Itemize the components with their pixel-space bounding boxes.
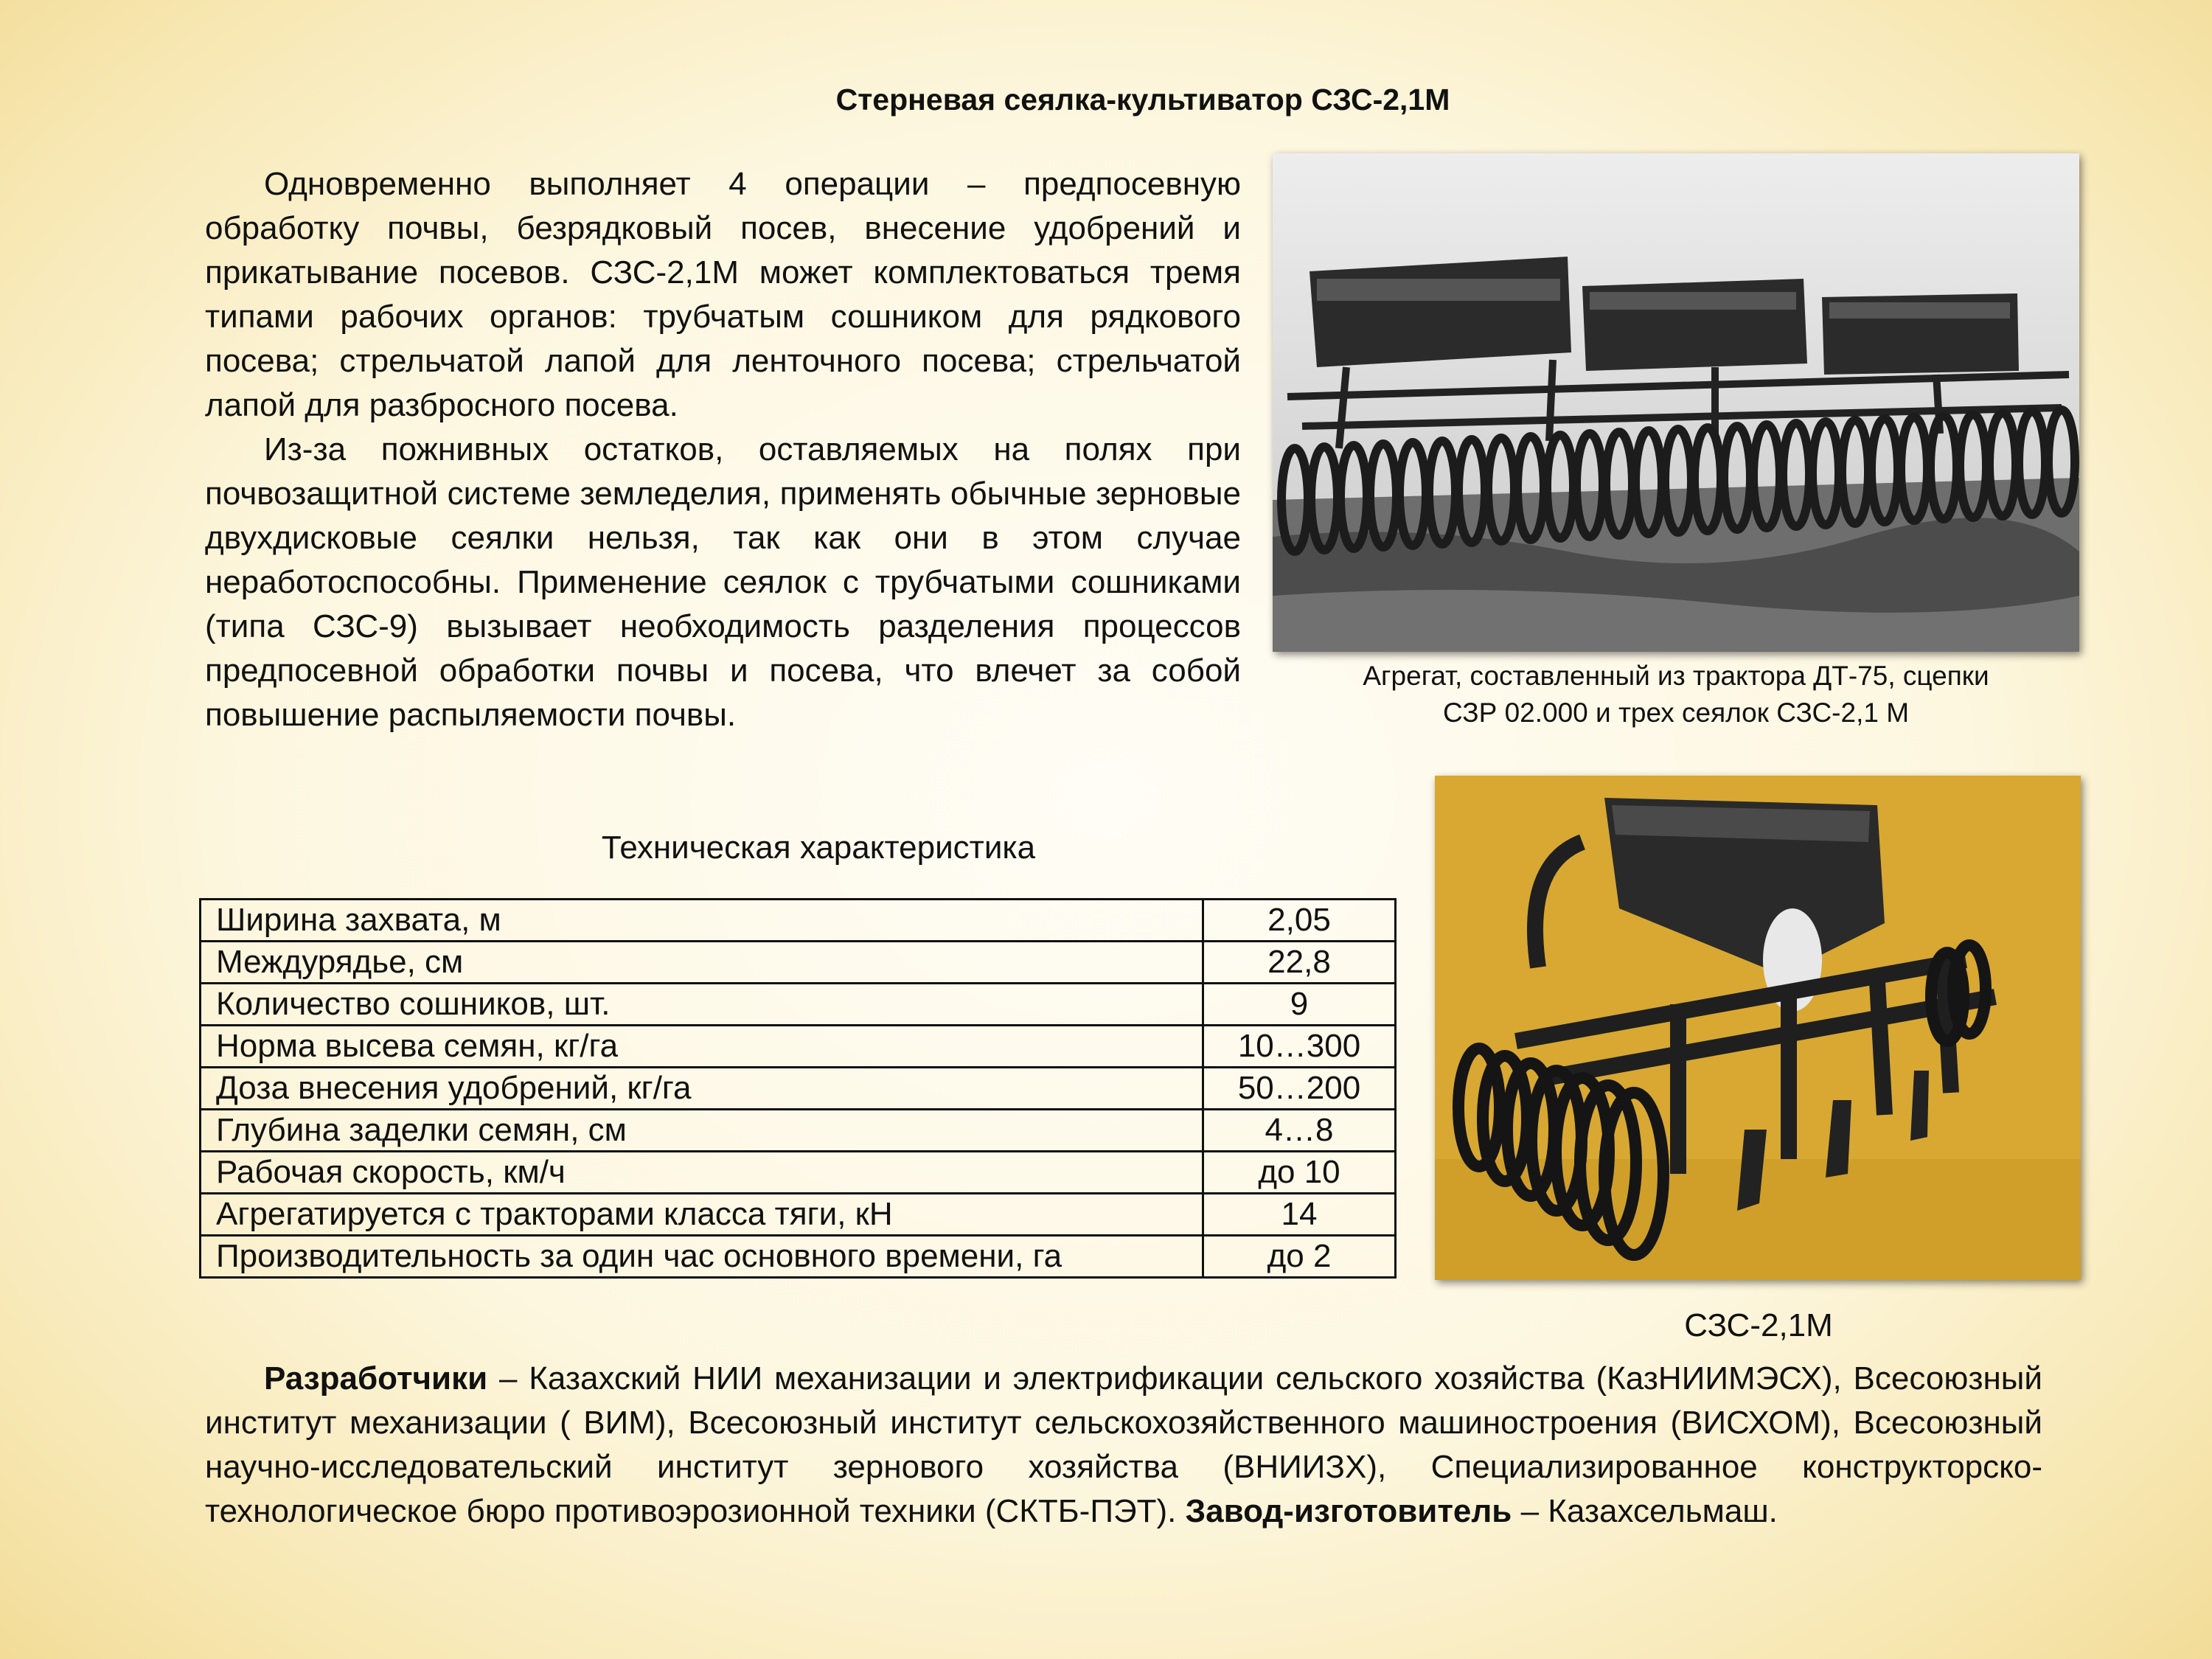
table-row — [201, 984, 1396, 1026]
value-cell: 9 — [1203, 984, 1396, 1026]
intro-paragraph-2: Из-за пожнивных остатков, оставляемых на полях при почвозащитной системе земледелия, применять обычные зерновые двухдисковые сеялки нельзя, так как они в этом случае неработоспособны. Применение сеялок с трубчатыми сошниками (типа СЗС-9) вызывает необходимость разделения процессов предпосевной обработки почвы и посева, что влечет за собой повышение распыляемости почвы. — [205, 431, 1241, 733]
seeder-unit-photo — [1273, 153, 2079, 652]
developers-label: Разработчики — [264, 1360, 488, 1397]
factory-name: – Казахсельмаш. — [1512, 1493, 1778, 1529]
param-cell: Доза внесения удобрений, кг/га — [201, 1068, 1203, 1110]
factory-label: Завод-изготовитель — [1185, 1493, 1512, 1529]
param-cell: Производительность за один час основного времени, га — [201, 1236, 1203, 1278]
value-cell: 10…300 — [1203, 1026, 1396, 1068]
value-cell: 2,05 — [1203, 900, 1396, 942]
param-cell: Глубина заделки семян, см — [201, 1110, 1203, 1152]
intro-text — [205, 162, 1241, 737]
value-cell: до 2 — [1203, 1236, 1396, 1278]
table-row — [201, 900, 1396, 942]
seeder-unit-caption — [1273, 658, 2079, 731]
param-cell: Рабочая скорость, км/ч — [201, 1152, 1203, 1194]
table-row — [201, 1152, 1396, 1194]
developers-text — [205, 1357, 2042, 1534]
value-cell: 4…8 — [1203, 1110, 1396, 1152]
spec-heading: Техническая характеристика — [601, 830, 1036, 866]
value-cell: до 10 — [1203, 1152, 1396, 1194]
table-row — [201, 942, 1396, 984]
table-row — [201, 1110, 1396, 1152]
seeder-photo — [1435, 776, 2081, 1280]
table-row — [201, 1194, 1396, 1236]
value-cell: 14 — [1203, 1194, 1396, 1236]
page-title: Стерневая сеялка-культиватор СЗС-2,1М — [835, 83, 1450, 116]
table-row — [201, 1236, 1396, 1278]
caption-line-1: Агрегат, составленный из трактора ДТ-75, сцепки — [1363, 661, 1989, 691]
param-cell: Агрегатируется с тракторами класса тяги, кН — [201, 1194, 1203, 1236]
param-cell: Междурядье, см — [201, 942, 1203, 984]
table-row — [201, 1068, 1396, 1110]
spec-table — [199, 898, 1397, 1279]
seeder-caption: СЗС-2,1М — [1684, 1307, 1833, 1343]
caption-line-2: СЗР 02.000 и трех сеялок СЗС-2,1 М — [1442, 698, 1910, 728]
param-cell: Количество сошников, шт. — [201, 984, 1203, 1026]
developers-list: – Казахский НИИ механизации и электрификации сельского хозяйства (КазНИИМЭСХ), Всесоюзный институт механизации ( ВИМ), Всесоюзный институт сельскохозяйственного машиностроения (ВИСХОМ), Всесоюзный научно-исследовательский институт зернового хозяйства (ВНИИЗХ), Специализированное конструкторско-технологическое бюро противоэрозионной техники (СКТБ-ПЭТ). — [205, 1360, 2042, 1529]
value-cell: 22,8 — [1203, 942, 1396, 984]
value-cell: 50…200 — [1203, 1068, 1396, 1110]
intro-paragraph-1: Одновременно выполняет 4 операции – предпосевную обработку почвы, безрядковый посев, внесение удобрений и прикатывание посевов. СЗС-2,1М может комплектоваться тремя типами рабочих органов: трубчатым сошником для рядкового посева; стрельчатой лапой для ленточного посева; стрельчатой лапой для разбросного посева. — [205, 166, 1241, 423]
param-cell: Норма высева семян, кг/га — [201, 1026, 1203, 1068]
param-cell: Ширина захвата, м — [201, 900, 1203, 942]
developers-paragraph — [205, 1357, 2042, 1534]
table-row — [201, 1026, 1396, 1068]
